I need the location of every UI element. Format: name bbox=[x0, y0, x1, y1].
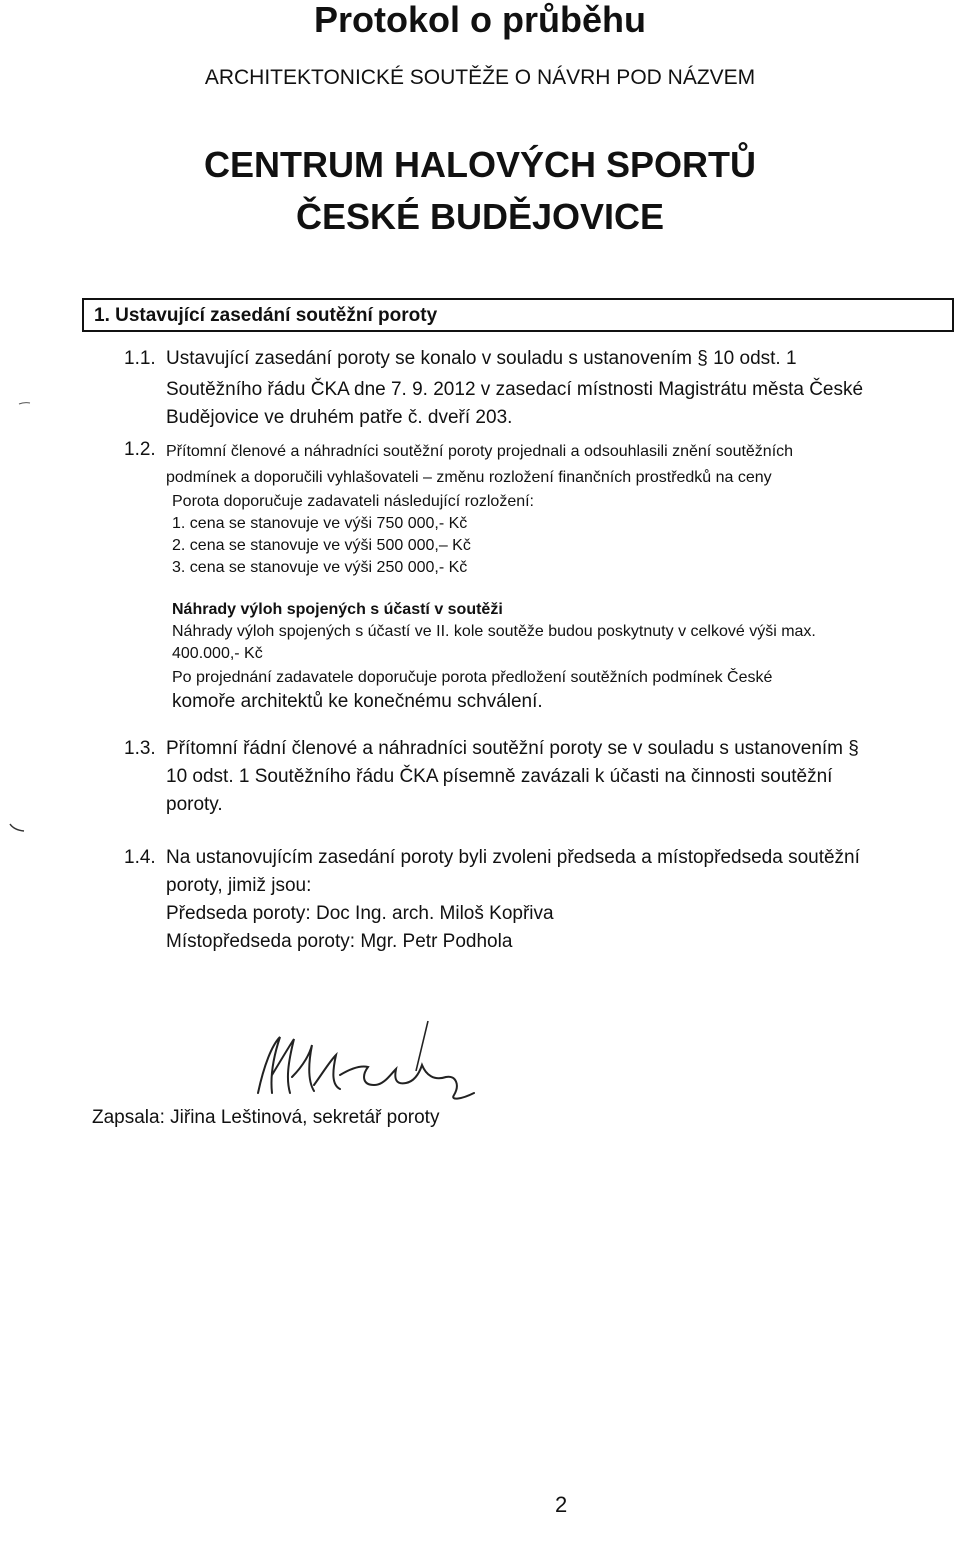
paragraph-1-1-number: 1.1. bbox=[124, 348, 156, 369]
paragraph-1-3-number: 1.3. bbox=[124, 738, 156, 759]
jury-chair: Předseda poroty: Doc Ing. arch. Miloš Kopřiva bbox=[166, 903, 554, 924]
prize-item: 3. cena se stanovuje ve výši 250 000,- Kč bbox=[172, 559, 468, 576]
page-number: 2 bbox=[555, 1492, 568, 1517]
document-subtitle: ARCHITEKTONICKÉ SOUTĚŽE O NÁVRH POD NÁZVEM bbox=[204, 66, 756, 89]
refund-heading: Náhrady výloh spojených s účastí v soutěži bbox=[172, 601, 503, 618]
paragraph-1-1-line: Soutěžního řádu ČKA dne 7. 9. 2012 v zasedací místnosti Magistrátu města České bbox=[166, 379, 864, 400]
paragraph-1-3-line: poroty. bbox=[166, 794, 223, 815]
approval-line: Po projednání zadavatele doporučuje porota předložení soutěžních podmínek České bbox=[172, 669, 773, 686]
scan-mark bbox=[18, 400, 32, 406]
paragraph-1-2-line: Porota doporučuje zadavateli následující rozložení: bbox=[172, 493, 534, 510]
paragraph-1-4-line: poroty, jimiž jsou: bbox=[166, 875, 312, 896]
paragraph-1-4-number: 1.4. bbox=[124, 847, 156, 868]
recorded-by: Zapsala: Jiřina Leštinová, sekretář poroty bbox=[92, 1107, 440, 1128]
prize-item: 2. cena se stanovuje ve výši 500 000,– Kč bbox=[172, 537, 471, 554]
paragraph-1-1-line: Budějovice ve druhém patře č. dveří 203. bbox=[166, 407, 513, 428]
paragraph-1-4-line: Na ustanovujícím zasedání poroty byli zvoleni předseda a místopředseda soutěžní bbox=[166, 847, 860, 868]
project-name-line-1: CENTRUM HALOVÝCH SPORTŮ bbox=[203, 144, 756, 185]
jury-vice-chair: Místopředseda poroty: Mgr. Petr Podhola bbox=[166, 931, 513, 952]
paragraph-1-2-line: Přítomní členové a náhradníci soutěžní poroty projednali a odsouhlasili znění soutěžních bbox=[166, 443, 794, 460]
approval-line: komoře architektů ke konečnému schválení. bbox=[172, 691, 543, 712]
handwritten-signature bbox=[250, 1015, 510, 1105]
prize-item: 1. cena se stanovuje ve výši 750 000,- Kč bbox=[172, 515, 468, 532]
document-title: Protokol o průběhu bbox=[314, 0, 646, 40]
refund-line: 400.000,- Kč bbox=[172, 645, 263, 662]
project-name-line-2: ČESKÉ BUDĚJOVICE bbox=[295, 196, 665, 237]
section-heading: 1. Ustavující zasedání soutěžní poroty bbox=[82, 298, 954, 332]
paragraph-1-3-line: Přítomní řádní členové a náhradníci soutěžní poroty se v souladu s ustanovením § bbox=[166, 738, 859, 759]
paragraph-1-2-number: 1.2. bbox=[124, 439, 156, 460]
refund-line: Náhrady výloh spojených s účastí ve II. kole soutěže budou poskytnuty v celkové výši max. bbox=[172, 623, 816, 640]
paragraph-1-3-line: 10 odst. 1 Soutěžního řádu ČKA písemně zavázali k účasti na činnosti soutěžní bbox=[166, 766, 833, 787]
paragraph-1-1-line: Ustavující zasedání poroty se konalo v souladu s ustanovením § 10 odst. 1 bbox=[166, 348, 797, 369]
paragraph-1-2-line: podmínek a doporučili vyhlašovateli – změnu rozložení finančních prostředků na ceny bbox=[166, 469, 772, 486]
scan-mark bbox=[8, 822, 28, 834]
